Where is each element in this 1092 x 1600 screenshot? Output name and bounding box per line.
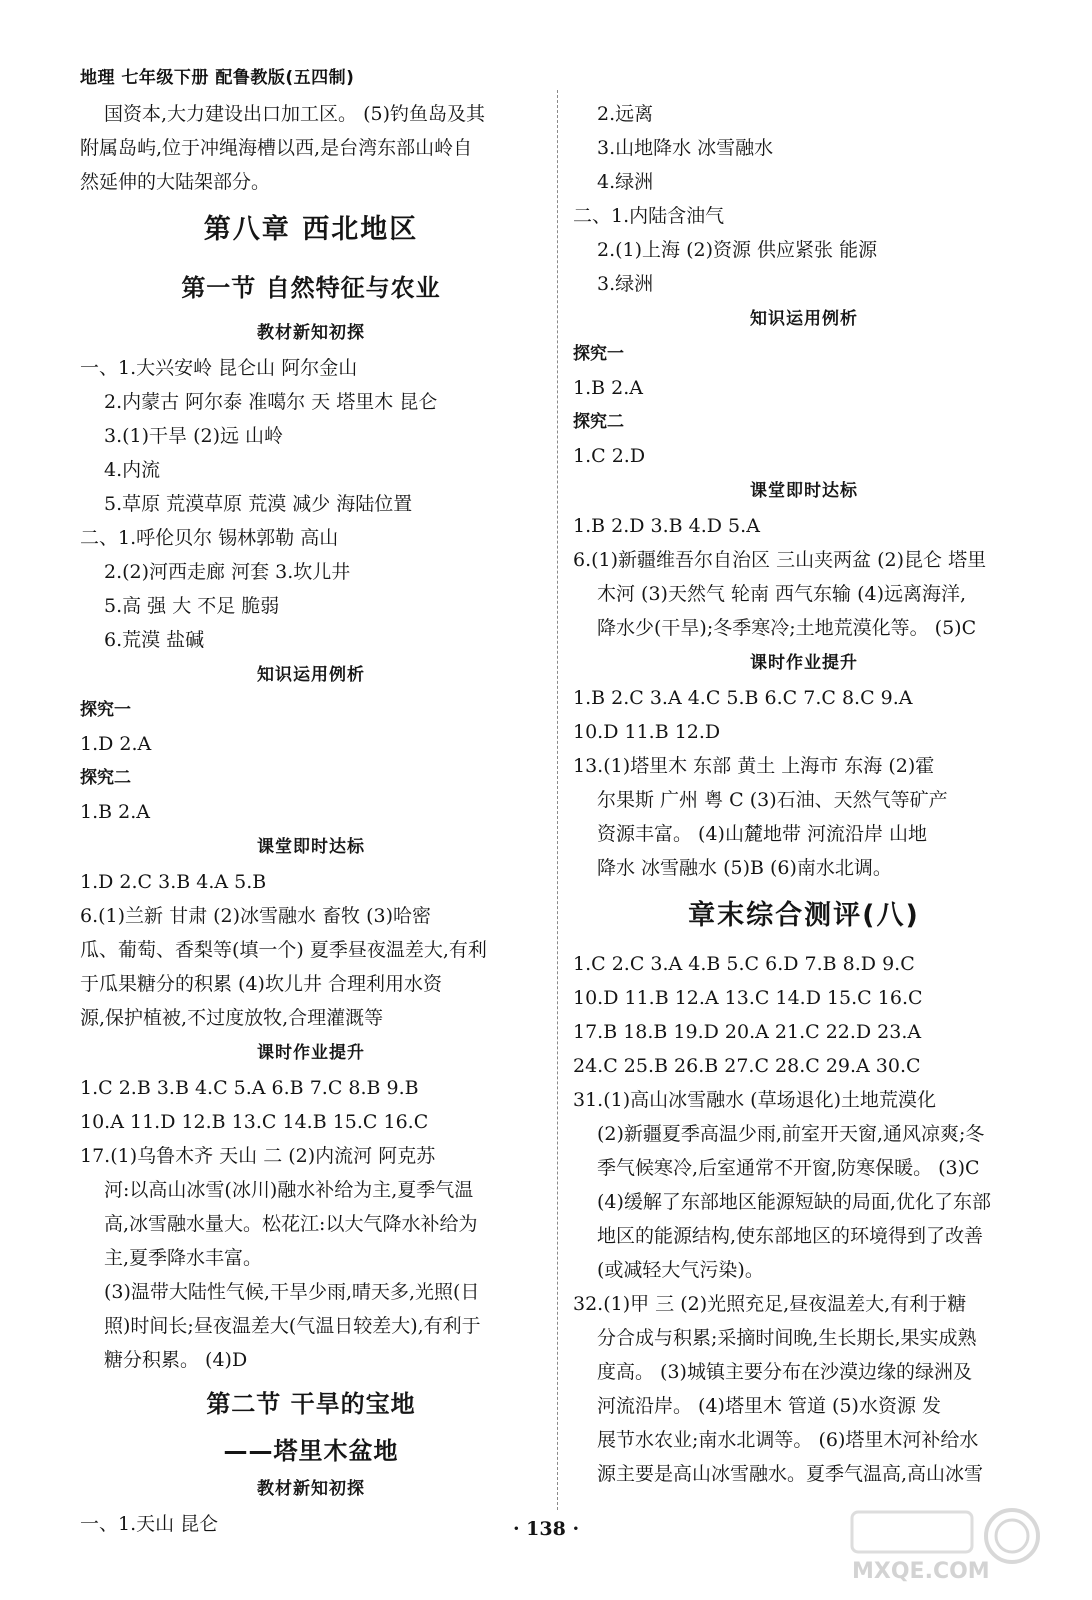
chapter-title: 第八章 西北地区: [203, 214, 419, 245]
text-line: 2.内蒙古 阿尔泰 准噶尔 天 塔里木 昆仑: [104, 391, 438, 413]
text-line: 10.A 11.D 12.B 13.C 14.B 15.C 16.C: [80, 1111, 429, 1133]
text-line: 1.C 2.D: [573, 445, 646, 467]
text-line: 17.B 18.B 19.D 20.A 21.C 22.D 23.A: [573, 1021, 922, 1043]
text-line: 1.B 2.D 3.B 4.D 5.A: [573, 515, 760, 537]
text-line: 度高。 (3)城镇主要分布在沙漠边缘的绿洲及: [597, 1361, 972, 1383]
subsection-heading: 课堂即时达标: [750, 481, 858, 501]
text-line: 国资本,大力建设出口加工区。 (5)钓鱼岛及其: [104, 103, 485, 125]
subsection-heading: 教材新知初探: [257, 1479, 365, 1499]
text-line: 瓜、葡萄、香梨等(填一个) 夏季昼夜温差大,有利: [80, 939, 487, 961]
text-line: 10.D 11.B 12.A 13.C 14.D 15.C 16.C: [573, 987, 923, 1009]
text-line: 源,保护植被,不过度放牧,合理灌溉等: [80, 1007, 384, 1029]
text-line: 3.(1)干旱 (2)远 山岭: [104, 425, 284, 447]
text-line: 降水 冰雪融水 (5)B (6)南水北调。: [597, 857, 892, 879]
text-line: 于瓜果糖分的积累 (4)坎儿井 合理利用水资: [80, 973, 442, 995]
text-line: (2)新疆夏季高温少雨,前室开天窗,通风凉爽;冬: [597, 1123, 985, 1145]
subsection-heading: 课时作业提升: [257, 1043, 365, 1063]
subsection-heading: 知识运用例析: [257, 665, 365, 685]
text-line: 降水少(干旱);冬季寒冷;土地荒漠化等。 (5)C: [597, 617, 977, 639]
text-line: 24.C 25.B 26.B 27.C 28.C 29.A 30.C: [573, 1055, 921, 1077]
text-line: 一、1.天山 昆仑: [80, 1513, 219, 1535]
answer-seal-icon: [842, 1504, 1052, 1582]
text-line: 二、1.内陆含油气: [573, 205, 725, 227]
text-line: 河流沿岸。 (4)塔里木 管道 (5)水资源 发: [597, 1395, 941, 1417]
text-line: (4)缓解了东部地区能源短缺的局面,优化了东部: [597, 1191, 991, 1213]
left-column: [80, 97, 542, 1541]
text-line: 1.C 2.B 3.B 4.C 5.A 6.B 7.C 8.B 9.B: [80, 1077, 419, 1099]
text-line: 6.(1)兰新 甘肃 (2)冰雪融水 畜牧 (3)哈密: [80, 905, 432, 927]
text-line: 源主要是高山冰雪融水。夏季气温高,高山冰雪: [597, 1463, 984, 1485]
subsection-heading: 课时作业提升: [750, 653, 858, 673]
text-line: 地区的能源结构,使东部地区的环境得到了改善: [597, 1225, 984, 1247]
subsection-heading: 课堂即时达标: [257, 837, 365, 857]
text-line: 3.山地降水 冰雪融水: [597, 137, 774, 159]
text-line: 5.草原 荒漠草原 荒漠 减少 海陆位置: [104, 493, 413, 515]
text-line: 分合成与积累;采摘时间晚,生长期长,果实成熟: [597, 1327, 977, 1349]
column-divider: [557, 90, 558, 1510]
text-line: 32.(1)甲 三 (2)光照充足,昼夜温差大,有利于糖: [573, 1293, 967, 1315]
section-title: 第二节 干旱的宝地: [206, 1390, 416, 1418]
text-line: 1.C 2.C 3.A 4.B 5.C 6.D 7.B 8.D 9.C: [573, 953, 915, 975]
probe-label: 探究二: [80, 768, 131, 788]
text-line: 2.远离: [597, 103, 654, 125]
text-line: 附属岛屿,位于冲绳海槽以西,是台湾东部山岭自: [80, 137, 473, 159]
text-line: 照)时间长;昼夜温差大(气温日较差大),有利于: [104, 1315, 481, 1337]
probe-label: 探究一: [573, 344, 624, 364]
text-line: 高,冰雪融水量大。松花江:以大气降水补给为: [104, 1213, 478, 1235]
book-header: 地理 七年级下册 配鲁教版(五四制): [80, 68, 355, 88]
page-number: · 138 ·: [512, 1518, 580, 1540]
text-line: 季气候寒冷,后室通常不开窗,防寒保暖。 (3)C: [597, 1157, 980, 1179]
text-line: (3)温带大陆性气候,干旱少雨,晴天多,光照(日: [104, 1281, 480, 1303]
text-line: 4.绿洲: [597, 171, 654, 193]
text-line: 1.D 2.A: [80, 733, 152, 755]
text-line: 17.(1)乌鲁木齐 天山 二 (2)内流河 阿克苏: [80, 1145, 436, 1167]
section-subtitle: ——塔里木盆地: [223, 1437, 399, 1465]
text-line: 河:以高山冰雪(冰川)融水补给为主,夏季气温: [104, 1179, 474, 1201]
text-line: 1.B 2.A: [80, 801, 150, 823]
right-column: [573, 97, 1035, 1491]
section-title: 第一节 自然特征与农业: [181, 274, 441, 302]
text-line: 尔果斯 广州 粤 C (3)石油、天然气等矿产: [597, 789, 948, 811]
chapter-title: 章末综合测评(八): [688, 900, 920, 931]
text-line: (或减轻大气污染)。: [597, 1259, 764, 1281]
text-line: 1.D 2.C 3.B 4.A 5.B: [80, 871, 267, 893]
text-line: 木河 (3)天然气 轮南 西气东输 (4)远离海洋,: [597, 583, 967, 605]
text-line: 6.荒漠 盐碱: [104, 629, 205, 651]
subsection-heading: 教材新知初探: [257, 323, 365, 343]
subsection-heading: 知识运用例析: [750, 309, 858, 329]
text-line: 二、1.呼伦贝尔 锡林郭勒 高山: [80, 527, 339, 549]
text-line: 13.(1)塔里木 东部 黄土 上海市 东海 (2)霍: [573, 755, 935, 777]
text-line: 5.高 强 大 不足 脆弱: [104, 595, 280, 617]
probe-label: 探究二: [573, 412, 624, 432]
text-line: 资源丰富。 (4)山麓地带 河流沿岸 山地: [597, 823, 928, 845]
text-line: 展节水农业;南水北调等。 (6)塔里木河补给水: [597, 1429, 979, 1451]
text-line: 1.B 2.C 3.A 4.C 5.B 6.C 7.C 8.C 9.A: [573, 687, 913, 709]
text-line: 10.D 11.B 12.D: [573, 721, 721, 743]
text-line: 1.B 2.A: [573, 377, 643, 399]
watermark-text: MXQE.COM: [852, 1559, 990, 1582]
text-line: 主,夏季降水丰富。: [104, 1247, 263, 1269]
text-line: 6.(1)新疆维吾尔自治区 三山夹两盆 (2)昆仑 塔里: [573, 549, 987, 571]
text-line: 2.(1)上海 (2)资源 供应紧张 能源: [597, 239, 878, 261]
text-line: 一、1.大兴安岭 昆仑山 阿尔金山: [80, 357, 358, 379]
text-line: 3.绿洲: [597, 273, 654, 295]
probe-label: 探究一: [80, 700, 131, 720]
text-line: 2.(2)河西走廊 河套 3.坎儿井: [104, 561, 351, 583]
text-line: 然延伸的大陆架部分。: [80, 171, 271, 193]
text-line: 糖分积累。 (4)D: [104, 1349, 248, 1371]
text-line: 4.内流: [104, 459, 161, 481]
text-line: 31.(1)高山冰雪融水 (草场退化)土地荒漠化: [573, 1089, 936, 1111]
